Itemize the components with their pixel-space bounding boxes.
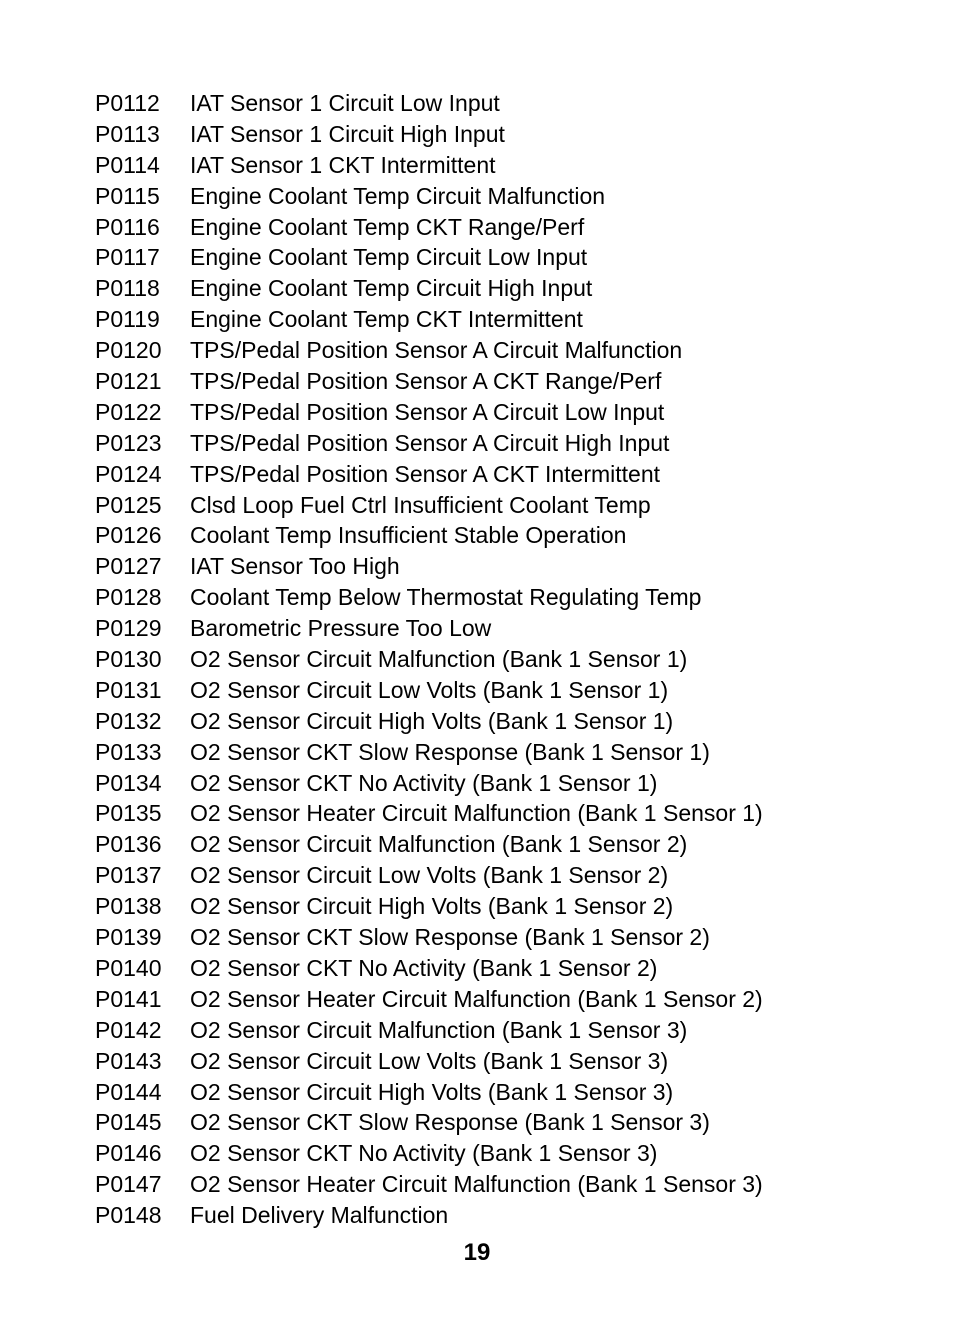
dtc-code: P0125 xyxy=(95,491,162,518)
dtc-description: O2 Sensor CKT No Activity (Bank 1 Sensor 2) xyxy=(190,954,658,981)
dtc-code: P0132 xyxy=(95,707,162,734)
dtc-description: IAT Sensor Too High xyxy=(190,553,400,580)
dtc-description: O2 Sensor Heater Circuit Malfunction (Bank 1 Sensor 2) xyxy=(190,985,763,1012)
code-row xyxy=(95,212,915,243)
dtc-description: O2 Sensor CKT Slow Response (Bank 1 Sensor 2) xyxy=(190,924,710,951)
dtc-description: O2 Sensor Heater Circuit Malfunction (Bank 1 Sensor 3) xyxy=(190,1171,763,1198)
dtc-description: Engine Coolant Temp Circuit Malfunction xyxy=(190,182,606,209)
dtc-code: P0134 xyxy=(95,769,162,796)
dtc-description: Clsd Loop Fuel Ctrl Insufficient Coolant Temp xyxy=(190,491,651,518)
dtc-description: Coolant Temp Insufficient Stable Operation xyxy=(190,522,627,549)
dtc-description: Barometric Pressure Too Low xyxy=(190,615,492,642)
code-row xyxy=(95,1107,915,1138)
dtc-description: O2 Sensor Circuit High Volts (Bank 1 Sensor 2) xyxy=(190,893,674,920)
code-row xyxy=(95,119,915,150)
dtc-code: P0133 xyxy=(95,738,162,765)
code-row xyxy=(95,459,915,490)
dtc-description: IAT Sensor 1 Circuit High Input xyxy=(190,120,505,147)
dtc-code: P0139 xyxy=(95,924,162,951)
code-row xyxy=(95,273,915,304)
code-row xyxy=(95,88,915,119)
page-number: 19 xyxy=(463,1239,491,1266)
dtc-code: P0122 xyxy=(95,398,162,425)
dtc-description: TPS/Pedal Position Sensor A CKT Intermittent xyxy=(190,460,661,487)
dtc-code: P0148 xyxy=(95,1202,162,1229)
dtc-description: Engine Coolant Temp Circuit Low Input xyxy=(190,244,588,271)
code-row xyxy=(95,613,915,644)
dtc-code: P0130 xyxy=(95,646,162,673)
dtc-description: O2 Sensor Circuit Malfunction (Bank 1 Sensor 1) xyxy=(190,646,688,673)
dtc-code: P0145 xyxy=(95,1109,162,1136)
dtc-description: O2 Sensor Circuit Malfunction (Bank 1 Sensor 3) xyxy=(190,1016,688,1043)
dtc-code: P0146 xyxy=(95,1140,162,1167)
dtc-description: O2 Sensor Circuit Malfunction (Bank 1 Sensor 2) xyxy=(190,831,688,858)
dtc-description: IAT Sensor 1 Circuit Low Input xyxy=(190,90,500,116)
code-row xyxy=(95,150,915,181)
code-row xyxy=(95,984,915,1015)
code-row xyxy=(95,1015,915,1046)
code-row xyxy=(95,366,915,397)
dtc-code: P0116 xyxy=(95,213,160,240)
dtc-description: O2 Sensor Circuit Low Volts (Bank 1 Sensor 2) xyxy=(190,862,669,889)
code-row xyxy=(95,1200,915,1231)
code-row xyxy=(95,1138,915,1169)
dtc-code: P0135 xyxy=(95,800,162,827)
dtc-code: P0119 xyxy=(95,306,160,333)
dtc-code: P0140 xyxy=(95,954,162,981)
dtc-code: P0115 xyxy=(95,182,160,209)
dtc-description: TPS/Pedal Position Sensor A Circuit High Input xyxy=(190,429,670,456)
code-row xyxy=(95,582,915,613)
dtc-code: P0131 xyxy=(95,676,162,703)
dtc-description: O2 Sensor Circuit High Volts (Bank 1 Sensor 3) xyxy=(190,1078,674,1105)
code-row xyxy=(95,1046,915,1077)
dtc-code: P0147 xyxy=(95,1171,162,1198)
code-row xyxy=(95,520,915,551)
dtc-code: P0136 xyxy=(95,831,162,858)
dtc-description: Engine Coolant Temp CKT Intermittent xyxy=(190,306,583,333)
dtc-description: O2 Sensor CKT No Activity (Bank 1 Sensor 3) xyxy=(190,1140,658,1167)
dtc-description: Coolant Temp Below Thermostat Regulating Temp xyxy=(190,584,702,611)
dtc-code: P0137 xyxy=(95,862,162,889)
dtc-description: O2 Sensor Circuit High Volts (Bank 1 Sensor 1) xyxy=(190,707,674,734)
dtc-code: P0138 xyxy=(95,893,162,920)
dtc-description: TPS/Pedal Position Sensor A Circuit Malfunction xyxy=(190,337,683,364)
dtc-code: P0127 xyxy=(95,553,162,580)
code-row xyxy=(95,675,915,706)
code-row xyxy=(95,860,915,891)
code-row xyxy=(95,891,915,922)
dtc-description: Engine Coolant Temp CKT Range/Perf xyxy=(190,213,585,240)
dtc-code: P0117 xyxy=(95,244,160,271)
dtc-code: P0114 xyxy=(95,151,160,178)
code-row xyxy=(95,798,915,829)
dtc-code-list xyxy=(95,88,915,1231)
dtc-code: P0129 xyxy=(95,615,162,642)
dtc-code: P0121 xyxy=(95,368,162,395)
dtc-description: Engine Coolant Temp Circuit High Input xyxy=(190,275,593,302)
code-row xyxy=(95,737,915,768)
dtc-code: P0120 xyxy=(95,337,162,364)
dtc-description: O2 Sensor CKT Slow Response (Bank 1 Sensor 3) xyxy=(190,1109,710,1136)
dtc-description: Fuel Delivery Malfunction xyxy=(190,1202,449,1229)
dtc-code: P0141 xyxy=(95,985,162,1012)
dtc-code: P0143 xyxy=(95,1047,162,1074)
dtc-description: O2 Sensor Heater Circuit Malfunction (Bank 1 Sensor 1) xyxy=(190,800,763,827)
dtc-code: P0128 xyxy=(95,584,162,611)
dtc-description: IAT Sensor 1 CKT Intermittent xyxy=(190,151,496,178)
dtc-description: TPS/Pedal Position Sensor A Circuit Low Input xyxy=(190,398,665,425)
code-row xyxy=(95,428,915,459)
dtc-code: P0126 xyxy=(95,522,162,549)
code-row xyxy=(95,953,915,984)
dtc-description: O2 Sensor CKT Slow Response (Bank 1 Sensor 1) xyxy=(190,738,710,765)
code-row xyxy=(95,397,915,428)
dtc-code: P0112 xyxy=(95,90,160,116)
code-row xyxy=(95,706,915,737)
dtc-description: O2 Sensor Circuit Low Volts (Bank 1 Sensor 1) xyxy=(190,676,669,703)
code-row xyxy=(95,644,915,675)
dtc-description: TPS/Pedal Position Sensor A CKT Range/Perf xyxy=(190,368,662,395)
code-row xyxy=(95,551,915,582)
code-row xyxy=(95,768,915,799)
dtc-description: O2 Sensor Circuit Low Volts (Bank 1 Sensor 3) xyxy=(190,1047,669,1074)
code-row xyxy=(95,922,915,953)
code-row xyxy=(95,181,915,212)
code-row xyxy=(95,1169,915,1200)
code-row xyxy=(95,829,915,860)
dtc-code: P0142 xyxy=(95,1016,162,1043)
dtc-code: P0124 xyxy=(95,460,162,487)
code-row xyxy=(95,1077,915,1108)
dtc-description: O2 Sensor CKT No Activity (Bank 1 Sensor 1) xyxy=(190,769,658,796)
code-row xyxy=(95,242,915,273)
dtc-code: P0118 xyxy=(95,275,160,302)
code-row xyxy=(95,335,915,366)
dtc-code: P0113 xyxy=(95,120,160,147)
dtc-code: P0144 xyxy=(95,1078,162,1105)
code-row xyxy=(95,304,915,335)
code-row xyxy=(95,490,915,521)
dtc-code: P0123 xyxy=(95,429,162,456)
